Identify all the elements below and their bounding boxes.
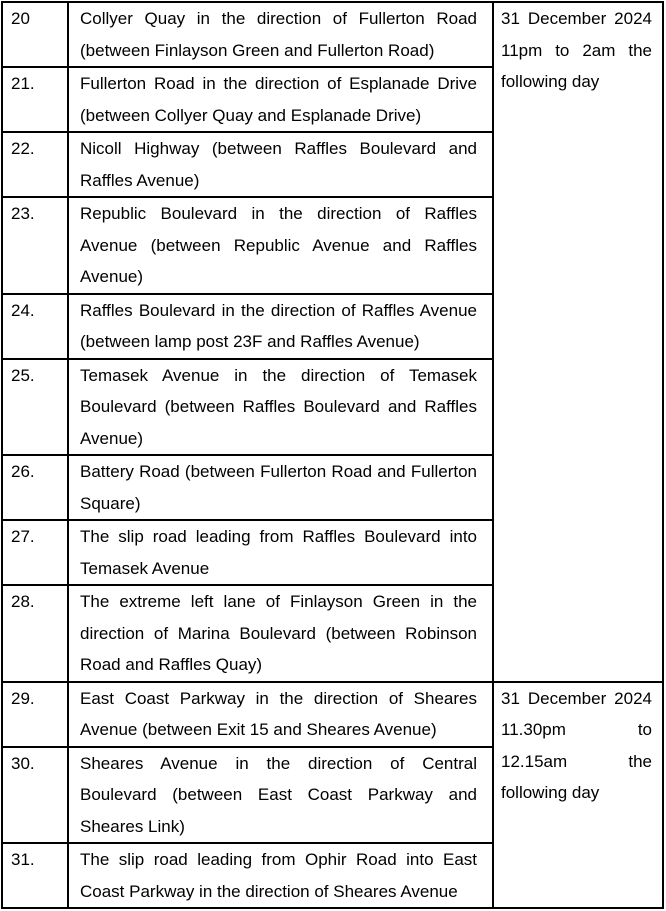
period-cell: 31 December 2024 11pm to 2am the following day: [493, 2, 663, 682]
table-row: [2, 682, 663, 747]
row-number-cell: 30.: [2, 747, 68, 844]
row-number-cell: 22.: [2, 132, 68, 197]
row-number-cell: 20: [2, 2, 68, 67]
road-cell: Sheares Avenue in the direction of Central Boulevard (between East Coast Parkway and Sheares Link): [68, 747, 493, 844]
row-number-cell: 31.: [2, 843, 68, 908]
road-cell: The extreme left lane of Finlayson Green in the direction of Marina Boulevard (between Robinson Road and Raffles Quay): [68, 585, 493, 682]
row-number-cell: 21.: [2, 67, 68, 132]
row-number-cell: 29.: [2, 682, 68, 747]
row-number-cell: 27.: [2, 520, 68, 585]
road-cell: Fullerton Road in the direction of Esplanade Drive (between Collyer Quay and Esplanade Drive): [68, 67, 493, 132]
period-cell: 31 December 2024 11.30pm to 12.15am the following day: [493, 682, 663, 909]
road-cell: Collyer Quay in the direction of Fullerton Road (between Finlayson Green and Fullerton Road): [68, 2, 493, 67]
row-number-cell: 24.: [2, 294, 68, 359]
road-cell: Battery Road (between Fullerton Road and Fullerton Square): [68, 455, 493, 520]
road-cell: East Coast Parkway in the direction of Sheares Avenue (between Exit 15 and Sheares Avenue): [68, 682, 493, 747]
road-cell: The slip road leading from Ophir Road into East Coast Parkway in the direction of Sheares Avenue: [68, 843, 493, 908]
row-number-cell: 28.: [2, 585, 68, 682]
road-cell: Republic Boulevard in the direction of Raffles Avenue (between Republic Avenue and Raffles Avenue): [68, 197, 493, 294]
road-cell: Temasek Avenue in the direction of Temasek Boulevard (between Raffles Boulevard and Raffles Avenue): [68, 359, 493, 456]
road-cell: The slip road leading from Raffles Boulevard into Temasek Avenue: [68, 520, 493, 585]
road-cell: Raffles Boulevard in the direction of Raffles Avenue (between lamp post 23F and Raffles Avenue): [68, 294, 493, 359]
row-number-cell: 25.: [2, 359, 68, 456]
row-number-cell: 26.: [2, 455, 68, 520]
road-closure-table: [1, 1, 664, 909]
row-number-cell: 23.: [2, 197, 68, 294]
table-row: [2, 2, 663, 67]
road-cell: Nicoll Highway (between Raffles Boulevard and Raffles Avenue): [68, 132, 493, 197]
